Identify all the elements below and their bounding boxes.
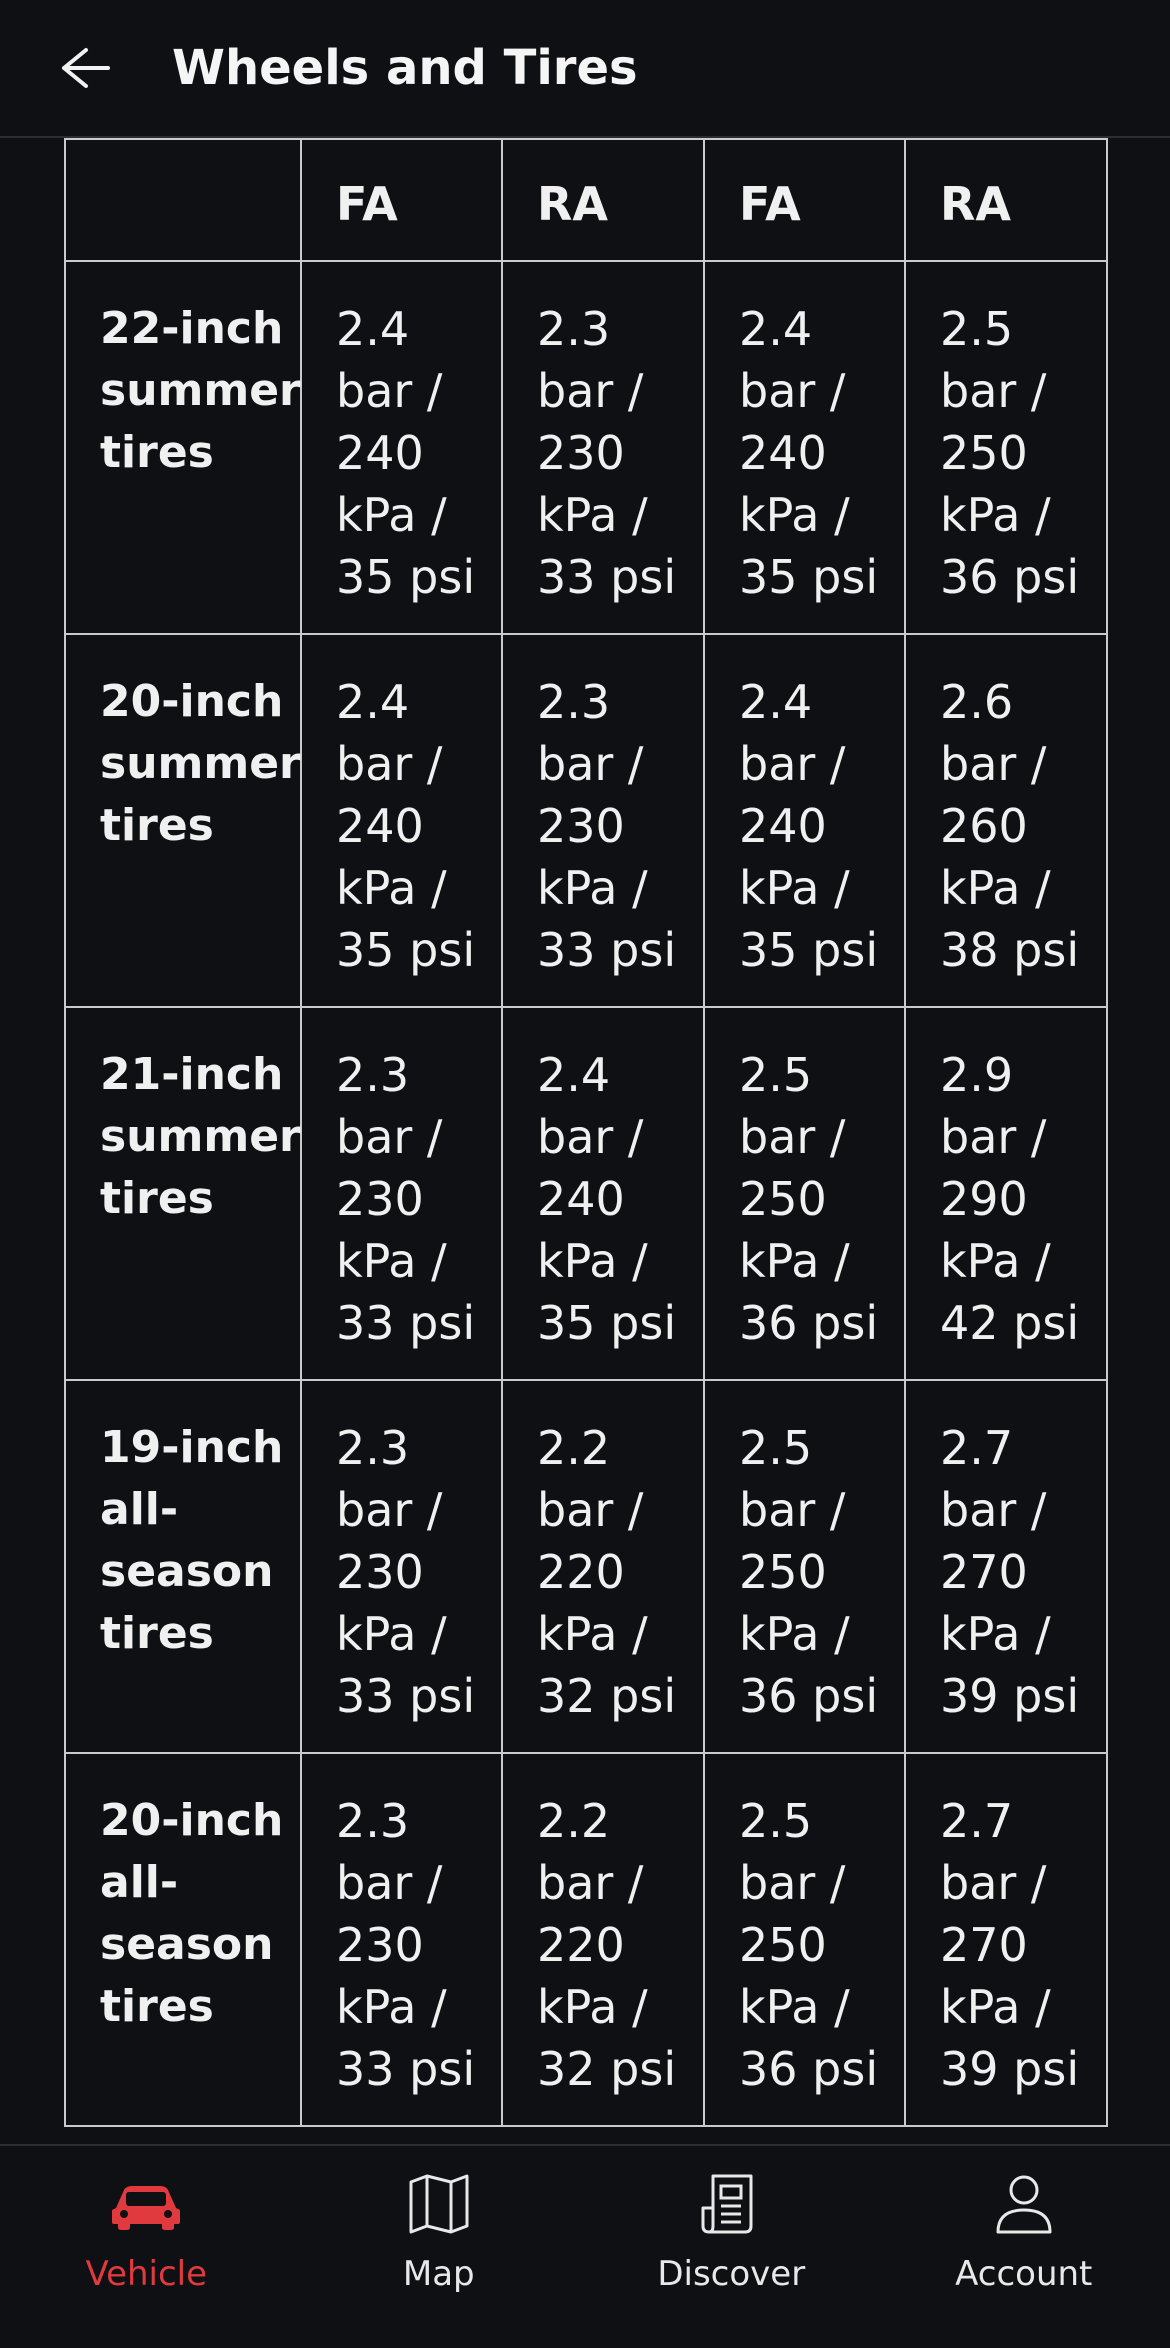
table-cell [301, 1007, 502, 1380]
cell-line: 270 [940, 1914, 1090, 1976]
page-title: Wheels and Tires [172, 38, 638, 98]
cell-line: 230 [336, 1168, 485, 1230]
cell-line: 35 psi [739, 546, 888, 608]
nav-item-discover[interactable] [585, 2146, 878, 2348]
row-header-line: tires [100, 795, 284, 857]
user-icon [982, 2168, 1066, 2240]
cell-line: bar / [336, 1479, 485, 1541]
cell-line: bar / [739, 1852, 888, 1914]
table-cell [905, 634, 1107, 1007]
column-header: FA [301, 139, 502, 261]
scroll-content[interactable] [0, 138, 1170, 2144]
cell-line: kPa / [940, 1230, 1090, 1292]
nav-label-map: Map [403, 2252, 475, 2296]
arrow-left-icon[interactable] [56, 44, 112, 92]
row-header-line: 19-inch [100, 1417, 284, 1479]
tire-pressure-table-wrap [64, 138, 1106, 2127]
column-header [65, 139, 301, 261]
row-header [65, 1380, 301, 1753]
table-cell [704, 1380, 905, 1753]
cell-line: 2.2 [537, 1790, 687, 1852]
row-header-line: 22-inch [100, 298, 284, 360]
table-row [65, 1007, 1107, 1380]
cell-line: 2.4 [336, 671, 485, 733]
cell-line: 2.3 [336, 1790, 485, 1852]
cell-line: kPa / [336, 857, 485, 919]
cell-line: bar / [537, 1106, 687, 1168]
table-cell [502, 1753, 704, 2126]
cell-line: bar / [940, 360, 1090, 422]
column-header: FA [704, 139, 905, 261]
map-icon [397, 2168, 481, 2240]
cell-line: 270 [940, 1541, 1090, 1603]
row-header-line: tires [100, 422, 284, 484]
table-cell [301, 1753, 502, 2126]
bottom-nav [0, 2144, 1170, 2348]
cell-line: 39 psi [940, 2038, 1090, 2100]
cell-line: bar / [537, 360, 687, 422]
table-cell [502, 1007, 704, 1380]
table-row [65, 1380, 1107, 1753]
cell-line: 38 psi [940, 919, 1090, 981]
cell-line: kPa / [336, 1976, 485, 2038]
table-row [65, 261, 1107, 634]
cell-line: kPa / [739, 1976, 888, 2038]
cell-line: bar / [739, 1479, 888, 1541]
cell-line: bar / [739, 360, 888, 422]
cell-line: kPa / [940, 1603, 1090, 1665]
cell-line: 2.6 [940, 671, 1090, 733]
tire-pressure-table [64, 138, 1108, 2127]
row-header-line: season [100, 1914, 284, 1976]
row-header-line: tires [100, 1168, 284, 1230]
cell-line: kPa / [537, 1230, 687, 1292]
cell-line: 33 psi [336, 2038, 485, 2100]
cell-line: kPa / [739, 1603, 888, 1665]
cell-line: 35 psi [336, 546, 485, 608]
row-header-line: summer [100, 1106, 284, 1168]
row-header-line: summer [100, 360, 284, 422]
column-header: RA [905, 139, 1107, 261]
cell-line: 35 psi [739, 919, 888, 981]
cell-line: 36 psi [940, 546, 1090, 608]
cell-line: kPa / [739, 484, 888, 546]
table-cell [502, 1380, 704, 1753]
cell-line: 260 [940, 795, 1090, 857]
cell-line: 2.3 [537, 671, 687, 733]
cell-line: 250 [739, 1168, 888, 1230]
cell-line: 36 psi [739, 1665, 888, 1727]
cell-line: 230 [336, 1541, 485, 1603]
cell-line: 2.7 [940, 1790, 1090, 1852]
table-cell [301, 1380, 502, 1753]
row-header-line: 21-inch [100, 1044, 284, 1106]
cell-line: 220 [537, 1914, 687, 1976]
table-cell [502, 634, 704, 1007]
cell-line: kPa / [336, 1230, 485, 1292]
table-cell [704, 634, 905, 1007]
cell-line: kPa / [537, 1603, 687, 1665]
cell-line: 2.5 [739, 1044, 888, 1106]
row-header [65, 261, 301, 634]
cell-line: 35 psi [537, 1292, 687, 1354]
column-header: RA [502, 139, 704, 261]
cell-line: 240 [336, 795, 485, 857]
row-header [65, 1007, 301, 1380]
table-cell [301, 634, 502, 1007]
cell-line: 33 psi [537, 546, 687, 608]
cell-line: 2.4 [336, 298, 485, 360]
cell-line: bar / [940, 733, 1090, 795]
cell-line: bar / [940, 1479, 1090, 1541]
table-cell [905, 1753, 1107, 2126]
cell-line: 2.7 [940, 1417, 1090, 1479]
cell-line: bar / [336, 1106, 485, 1168]
cell-line: 2.3 [336, 1044, 485, 1106]
cell-line: kPa / [940, 484, 1090, 546]
cell-line: kPa / [940, 857, 1090, 919]
cell-line: 290 [940, 1168, 1090, 1230]
row-header [65, 634, 301, 1007]
cell-line: bar / [336, 1852, 485, 1914]
cell-line: kPa / [739, 1230, 888, 1292]
cell-line: kPa / [537, 857, 687, 919]
cell-line: 250 [739, 1541, 888, 1603]
nav-item-map[interactable] [293, 2146, 586, 2348]
cell-line: 36 psi [739, 2038, 888, 2100]
cell-line: 2.4 [739, 298, 888, 360]
row-header-line: season [100, 1541, 284, 1603]
cell-line: 2.4 [537, 1044, 687, 1106]
cell-line: 32 psi [537, 1665, 687, 1727]
row-header-line: all- [100, 1852, 284, 1914]
table-cell [704, 1753, 905, 2126]
table-header-row [65, 139, 1107, 261]
cell-line: kPa / [537, 1976, 687, 2038]
table-cell [704, 261, 905, 634]
cell-line: 2.5 [940, 298, 1090, 360]
cell-line: 39 psi [940, 1665, 1090, 1727]
cell-line: bar / [940, 1852, 1090, 1914]
cell-line: bar / [537, 1479, 687, 1541]
nav-label-vehicle: Vehicle [85, 2252, 207, 2296]
cell-line: 2.3 [336, 1417, 485, 1479]
cell-line: bar / [336, 360, 485, 422]
row-header-line: 20-inch [100, 1790, 284, 1852]
car-icon [104, 2168, 188, 2240]
cell-line: bar / [739, 1106, 888, 1168]
cell-line: 230 [537, 795, 687, 857]
nav-label-account: Account [955, 2252, 1092, 2296]
table-row [65, 634, 1107, 1007]
table-cell [905, 1380, 1107, 1753]
cell-line: bar / [537, 1852, 687, 1914]
cell-line: 230 [336, 1914, 485, 1976]
cell-line: 2.3 [537, 298, 687, 360]
cell-line: 35 psi [336, 919, 485, 981]
table-cell [502, 261, 704, 634]
nav-item-account[interactable] [878, 2146, 1170, 2348]
table-cell [704, 1007, 905, 1380]
cell-line: bar / [739, 733, 888, 795]
table-cell [301, 261, 502, 634]
row-header-line: tires [100, 1603, 284, 1665]
cell-line: 2.4 [739, 671, 888, 733]
news-icon [689, 2168, 773, 2240]
row-header-line: tires [100, 1976, 284, 2038]
table-cell [905, 261, 1107, 634]
cell-line: kPa / [739, 857, 888, 919]
cell-line: 33 psi [336, 1665, 485, 1727]
cell-line: 240 [739, 422, 888, 484]
cell-line: 2.5 [739, 1790, 888, 1852]
cell-line: 32 psi [537, 2038, 687, 2100]
cell-line: kPa / [537, 484, 687, 546]
cell-line: bar / [537, 733, 687, 795]
cell-line: 240 [537, 1168, 687, 1230]
cell-line: kPa / [336, 1603, 485, 1665]
cell-line: bar / [940, 1106, 1090, 1168]
cell-line: bar / [336, 733, 485, 795]
cell-line: kPa / [940, 1976, 1090, 2038]
row-header-line: all- [100, 1479, 284, 1541]
nav-label-discover: Discover [657, 2252, 805, 2296]
row-header-line: 20-inch [100, 671, 284, 733]
cell-line: 250 [940, 422, 1090, 484]
table-row [65, 1753, 1107, 2126]
row-header [65, 1753, 301, 2126]
cell-line: 240 [336, 422, 485, 484]
cell-line: 2.5 [739, 1417, 888, 1479]
cell-line: 42 psi [940, 1292, 1090, 1354]
cell-line: 2.2 [537, 1417, 687, 1479]
table-cell [905, 1007, 1107, 1380]
cell-line: 250 [739, 1914, 888, 1976]
nav-item-vehicle[interactable] [0, 2146, 293, 2348]
cell-line: 33 psi [537, 919, 687, 981]
cell-line: kPa / [336, 484, 485, 546]
cell-line: 220 [537, 1541, 687, 1603]
app-header [0, 0, 1170, 138]
row-header-line: summer [100, 733, 284, 795]
cell-line: 230 [537, 422, 687, 484]
cell-line: 240 [739, 795, 888, 857]
cell-line: 2.9 [940, 1044, 1090, 1106]
cell-line: 36 psi [739, 1292, 888, 1354]
cell-line: 33 psi [336, 1292, 485, 1354]
